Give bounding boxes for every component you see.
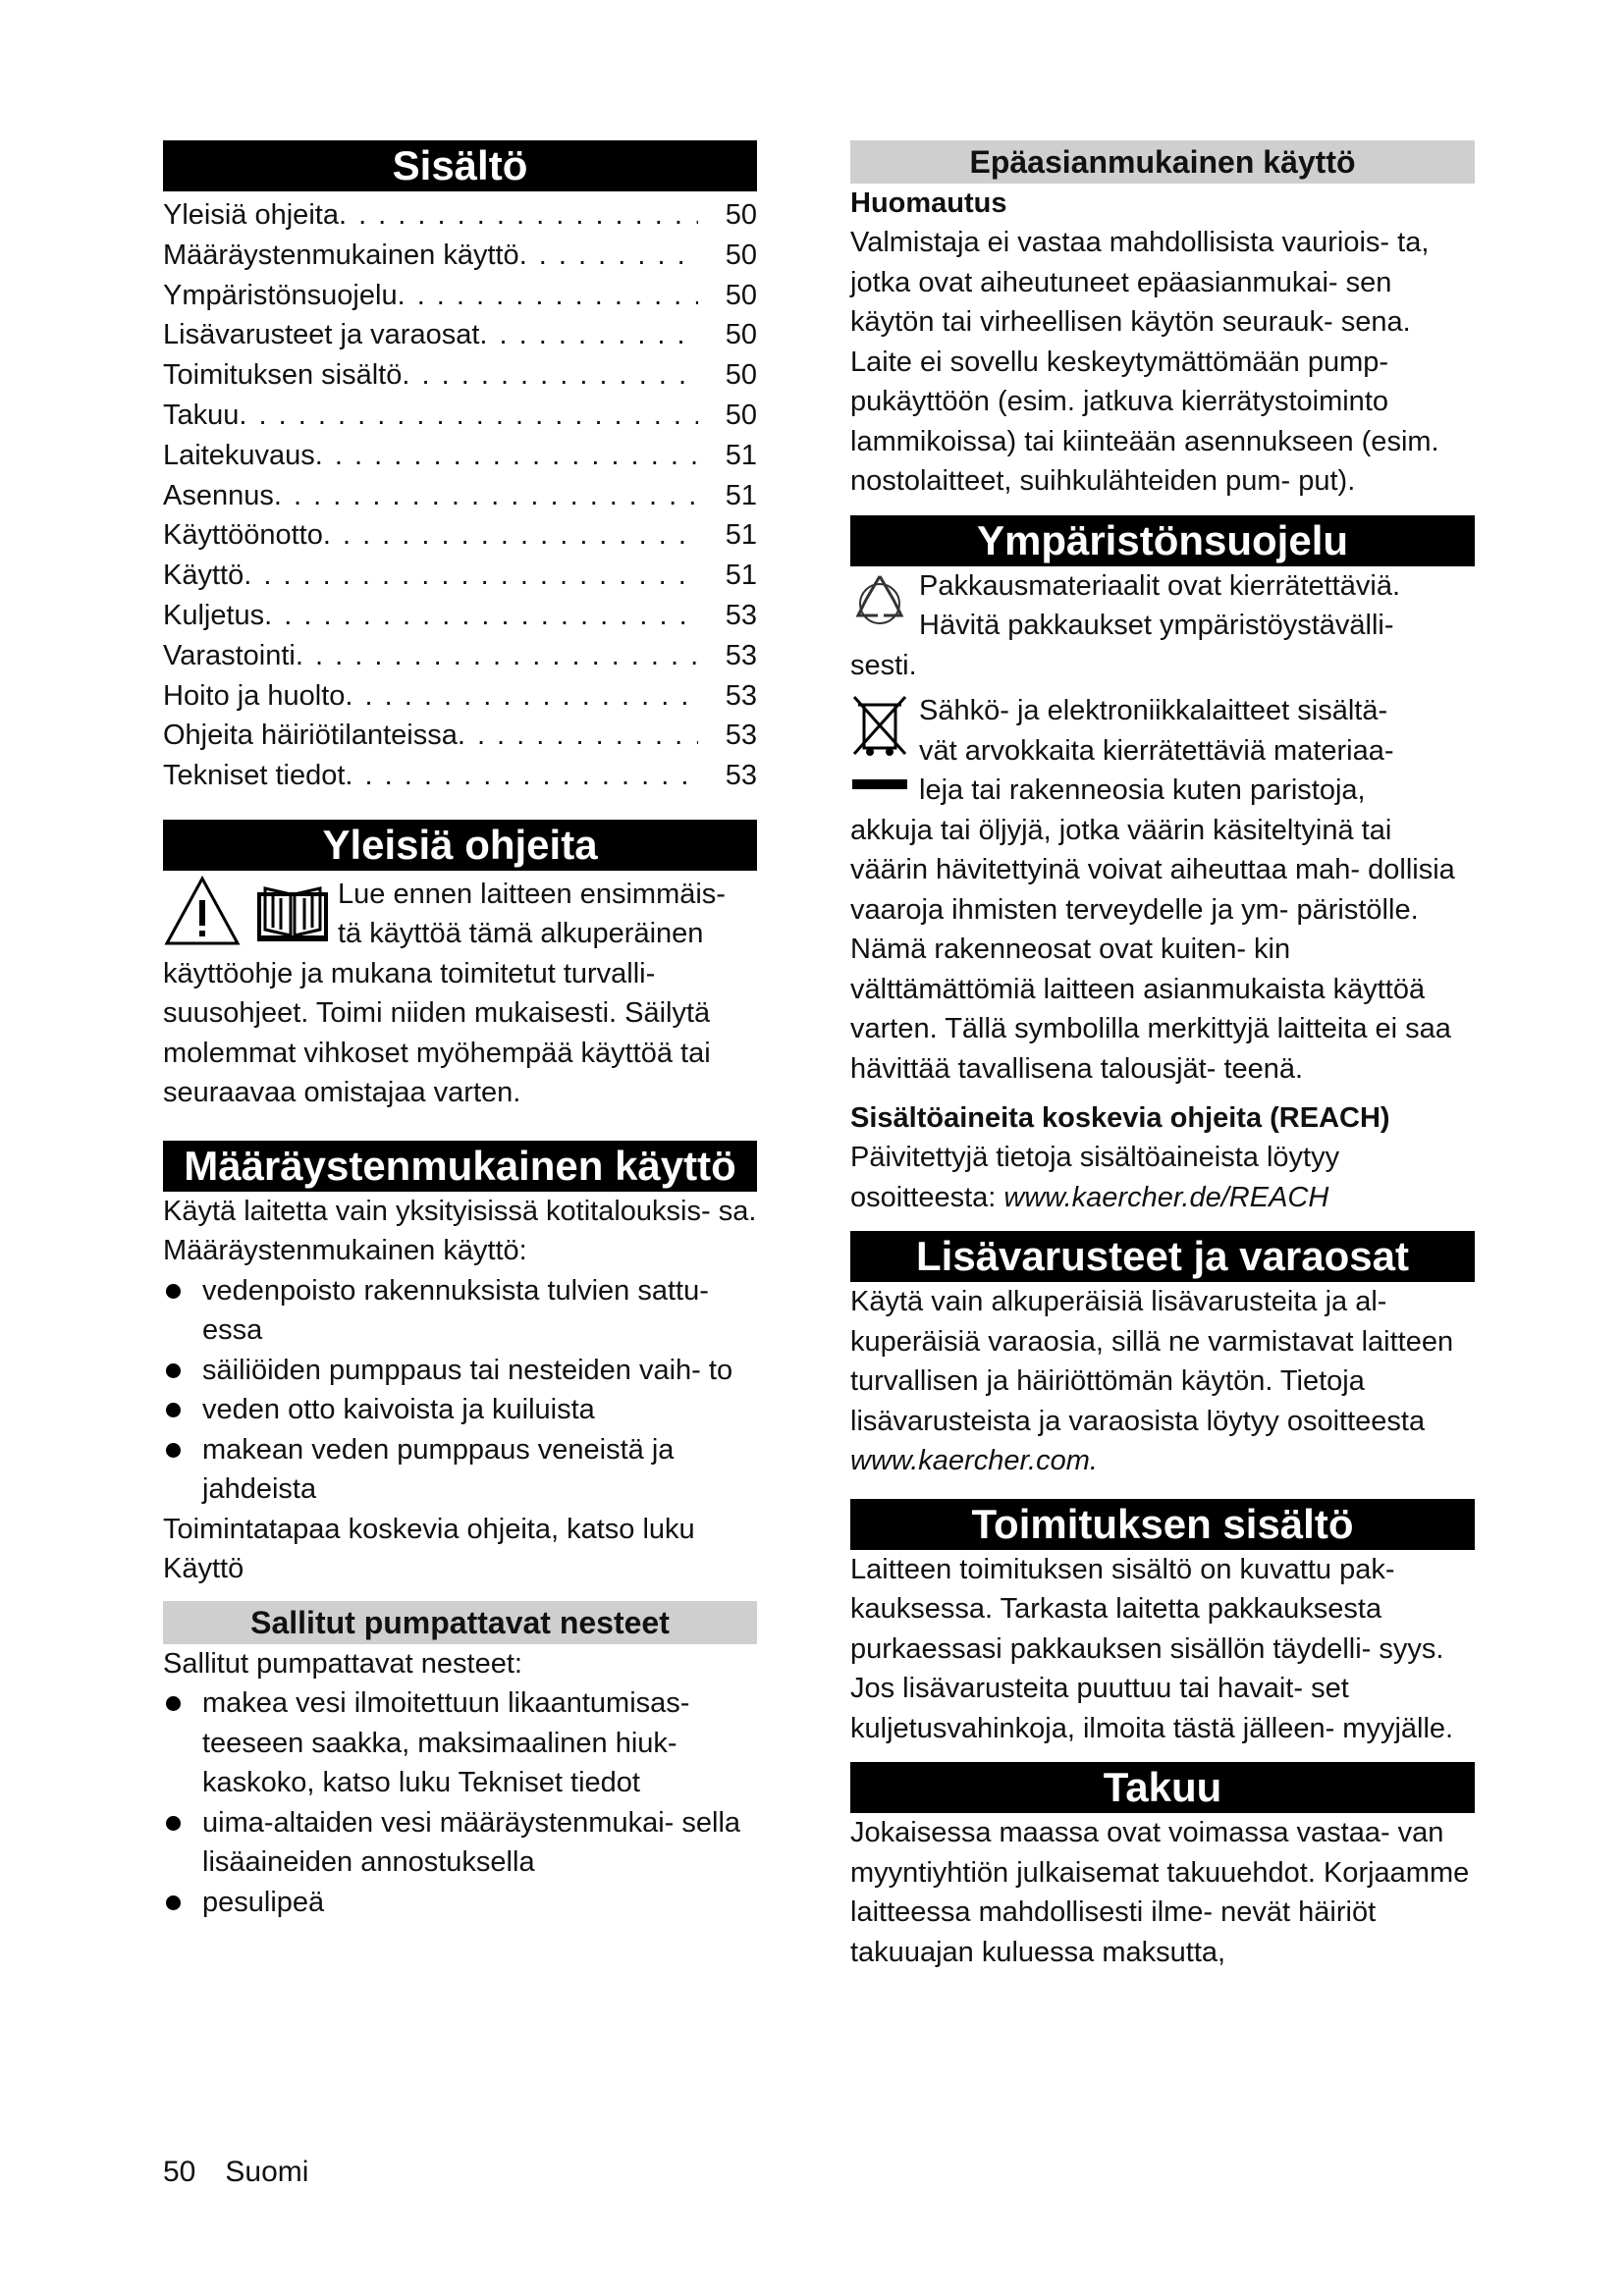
toc-label: Ohjeita häiriötilanteissa (163, 720, 458, 752)
toc-row[interactable] (163, 236, 757, 276)
toc-page: 50 (725, 359, 757, 392)
section-maarays (163, 1192, 757, 1589)
section-yleisia (163, 875, 757, 1113)
yleisia-line1: Lue ennen laitteen ensimmäis- (338, 878, 726, 910)
toc-page: 50 (725, 199, 757, 231)
toimitus-text: Laitteen toimituksen sisältö on kuvattu pak- kauksessa. Tarkasta laitetta pakkauksesta purkaessasi pakkauksen sisällön täydelli- syys. Jos lisävarusteita puuttuu tai havait- set kuljetusvahinkoja, ilmoita tästä jälleen- myyjälle. (850, 1553, 1454, 1744)
toc-label: Hoito ja huolto (163, 679, 346, 712)
reach-title: Sisältöaineita koskevia ohjeita (REACH) (850, 1102, 1390, 1134)
yleisia-line2: tä käyttöä tämä alkuperäinen (338, 918, 704, 950)
toc-page: 53 (725, 760, 757, 792)
section-heading-toimitus: Toimituksen sisältö (850, 1499, 1475, 1550)
table-of-contents (163, 195, 757, 796)
section-toimitus (850, 1550, 1475, 1749)
maarays-list (163, 1271, 757, 1510)
list-item: säiliöiden pumppaus tai nesteiden vaih- to (163, 1351, 757, 1391)
list-item: makean veden pumppaus veneistä ja jahdeista (163, 1430, 757, 1510)
toc-row[interactable] (163, 515, 757, 556)
toc-label: Toimituksen sisältö (163, 359, 403, 392)
list-item: vedenpoisto rakennuksista tulvien sattu- essa (163, 1271, 757, 1351)
toc-page: 51 (725, 560, 757, 592)
toc-row[interactable] (163, 476, 757, 516)
recycle-rest: sesti. (850, 649, 917, 681)
toc-row[interactable] (163, 355, 757, 396)
toc-label: Tekniset tiedot (163, 760, 346, 792)
toc-label: Yleisiä ohjeita (163, 199, 339, 231)
list-item: makea vesi ilmoitettuun likaantumisas- teeseen saakka, maksimaalinen hiuk- kaskoko, katso luku Tekniset tiedot (163, 1683, 757, 1803)
toc-page: 51 (725, 479, 757, 511)
section-heading-takuu: Takuu (850, 1762, 1475, 1813)
maarays-intro: Käytä laitetta vain yksityisissä kotitalouksis- sa. (163, 1195, 757, 1227)
reach-link[interactable]: www.kaercher.de/REACH (1003, 1181, 1329, 1213)
page-footer (163, 2156, 338, 2189)
lisavarusteet-text: Käytä vain alkuperäisiä lisävarusteita ja al- kuperäisiä varaosia, sillä ne varmistavat laitteen turvallisen ja häiriöttömän käytön. Tietoja lisävarusteista ja varaosista löytyy osoitteesta www.kaercher.com. (850, 1286, 1454, 1476)
section-epaasian (850, 184, 1475, 502)
list-item: veden otto kaivoista ja kuiluista (163, 1390, 757, 1430)
toc-page: 51 (725, 519, 757, 552)
toc-page: 53 (725, 720, 757, 752)
toc-label: Lisävarusteet ja varaosat (163, 319, 480, 351)
toc-page: 50 (725, 319, 757, 351)
section-heading-ymparisto: Ympäristönsuojelu (850, 515, 1475, 566)
toc-row[interactable] (163, 756, 757, 796)
toc-row[interactable] (163, 315, 757, 355)
maarays-label: Määräystenmukainen käyttö: (163, 1235, 527, 1267)
page-number: 50 (163, 2156, 196, 2188)
toc-row[interactable] (163, 636, 757, 676)
weee-rest: akkuja tai öljyjä, jotka väärin käsiteltyinä tai väärin hävitettyinä voivat aiheuttaa mah- dollisia vaaroja ihmisten terveydelle ja ym- päristölle. Nämä rakenneosat ovat kuiten- kin välttämättömiä laitteen asianmukaista käyttöä varten. Tällä symbolilla merkittyjä laitteita ei saa hävittää tavallisena talousjät- teenä. (850, 814, 1455, 1085)
bullet-dot-icon (166, 1284, 181, 1299)
toc-label: Käyttöönotto (163, 519, 323, 552)
sallitut-intro: Sallitut pumpattavat nesteet: (163, 1647, 522, 1680)
toc-page: 51 (725, 439, 757, 471)
toc-row[interactable] (163, 195, 757, 236)
toc-row[interactable] (163, 556, 757, 596)
section-ymparisto (850, 566, 1475, 1218)
weee-line3: leja tai rakenneosia kuten paristoja, (919, 774, 1366, 806)
bullet-dot-icon (166, 1443, 181, 1458)
weee-bin-icon (850, 691, 919, 809)
toc-row[interactable] (163, 676, 757, 717)
toc-label: Takuu (163, 399, 240, 431)
toc-page: 50 (725, 239, 757, 271)
left-column (163, 140, 757, 1922)
weee-line1: Sähkö- ja elektroniikkalaitteet sisältä- (919, 695, 1388, 726)
section-lisavarusteet (850, 1282, 1475, 1481)
weee-line2: vät arvokkaita kierrätettäviä materiaa- (919, 734, 1394, 767)
toc-label: Varastointi (163, 639, 296, 671)
toc-label: Kuljetus (163, 599, 265, 631)
toc-label: Laitekuvaus (163, 439, 315, 471)
footer-language: Suomi (225, 2156, 309, 2188)
manual-book-icon (253, 875, 338, 953)
reach-text: Päivitettyjä tietoja sisältöaineista löytyy osoitteesta: www.kaercher.de/REACH (850, 1142, 1340, 1213)
recycle-line2: Hävitä pakkaukset ympäristöystävälli- (919, 610, 1394, 641)
epaasian-p1: Valmistaja ei vastaa mahdollisista vauriois- ta, jotka ovat aiheutuneet epäasianmukai- sen käytön tai virheellisen käytön seurauk- sena. (850, 227, 1430, 338)
section-heading-epaasian: Epäasianmukainen käyttö (850, 140, 1475, 184)
bullet-dot-icon (166, 1896, 181, 1910)
bullet-dot-icon (166, 1363, 181, 1378)
toc-row[interactable] (163, 396, 757, 436)
section-heading-lisavarusteet: Lisävarusteet ja varaosat (850, 1231, 1475, 1282)
toc-page: 50 (725, 279, 757, 311)
warning-triangle-icon (163, 875, 253, 953)
list-item: pesulipeä (163, 1883, 757, 1923)
bullet-dot-icon (166, 1696, 181, 1711)
kaercher-link[interactable]: www.kaercher.com. (850, 1445, 1098, 1476)
right-column (850, 140, 1475, 1972)
section-heading-yleisia: Yleisiä ohjeita (163, 820, 757, 871)
bullet-dot-icon (166, 1403, 181, 1417)
toc-label: Ympäristönsuojelu (163, 279, 398, 311)
recycling-icon (850, 566, 919, 645)
sallitut-list (163, 1683, 757, 1922)
epaasian-p2: Laite ei sovellu keskeytymättömään pump- pukäyttöön (esim. jatkuva kierrätystoiminto lammikoissa) tai kiinteään asennukseen (esim. nostolaitteet, suihkulähteiden pum- put). (850, 346, 1439, 497)
toc-page: 53 (725, 599, 757, 631)
recycle-line1: Pakkausmateriaalit ovat kierrätettäviä. (919, 569, 1400, 602)
toc-row[interactable] (163, 596, 757, 636)
section-sallitut (163, 1644, 757, 1923)
maarays-outro: Toimintatapaa koskevia ohjeita, katso luku Käyttö (163, 1513, 695, 1585)
section-heading-maarays: Määräystenmukainen käyttö (163, 1141, 757, 1192)
toc-heading: Sisältö (163, 140, 757, 191)
toc-page: 53 (725, 679, 757, 712)
toc-label: Asennus (163, 479, 274, 511)
toc-label: Käyttö (163, 560, 244, 592)
section-takuu (850, 1813, 1475, 1972)
toc-label: Määräystenmukainen käyttö (163, 239, 519, 271)
toc-row[interactable] (163, 716, 757, 756)
toc-page: 50 (725, 399, 757, 431)
note-label: Huomautus (850, 187, 1007, 219)
toc-row[interactable] (163, 276, 757, 316)
list-item: uima-altaiden vesi määräystenmukai- sella lisäaineiden annostuksella (163, 1803, 757, 1883)
yleisia-text: käyttöohje ja mukana toimitetut turvalli- suusohjeet. Toimi niiden mukaisesti. Säilytä molemmat vihkoset myöhempää käyttöä tai seuraavaa omistajaa varten. (163, 957, 711, 1109)
takuu-text: Jokaisessa maassa ovat voimassa vastaa- van myyntiyhtiön julkaisemat takuuehdot. Korjaamme laitteessa mahdollisesti ilme- nevät häiriöt takuuajan kuluessa maksutta, (850, 1817, 1470, 1968)
bullet-dot-icon (166, 1816, 181, 1831)
section-heading-sallitut: Sallitut pumpattavat nesteet (163, 1601, 757, 1644)
toc-row[interactable] (163, 436, 757, 476)
toc-page: 53 (725, 639, 757, 671)
